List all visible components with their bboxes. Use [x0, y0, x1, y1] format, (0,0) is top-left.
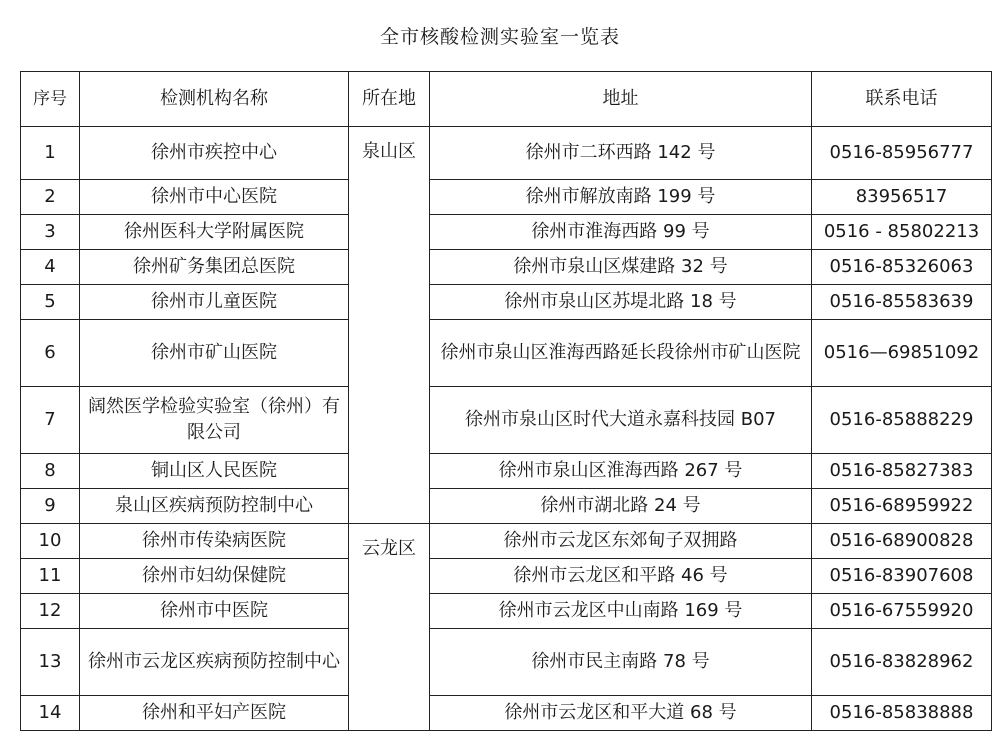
table-row — [21, 320, 992, 387]
cell-name: 阔然医学检验实验室（徐州）有限公司 — [80, 387, 349, 454]
cell-name: 徐州市矿山医院 — [80, 320, 349, 387]
table-row — [21, 559, 992, 594]
cell-phone: 0516-85827383 — [812, 454, 992, 489]
document-title: 全市核酸检测实验室一览表 — [379, 26, 620, 48]
cell-name: 徐州市妇幼保健院 — [80, 559, 349, 594]
cell-address: 徐州市民主南路 78 号 — [430, 629, 812, 696]
cell-district-quanshan: 泉山区 — [349, 127, 430, 524]
cell-name: 徐州市中心医院 — [80, 180, 349, 215]
cell-name: 徐州市传染病医院 — [80, 524, 349, 559]
cell-phone: 83956517 — [812, 180, 992, 215]
cell-no: 12 — [21, 594, 80, 629]
cell-address: 徐州市泉山区煤建路 32 号 — [430, 250, 812, 285]
cell-phone: 0516-83828962 — [812, 629, 992, 696]
header-name: 检测机构名称 — [80, 72, 349, 127]
cell-address: 徐州市云龙区东郊甸子双拥路 — [430, 524, 812, 559]
header-address: 地址 — [430, 72, 812, 127]
lab-table — [20, 71, 992, 731]
cell-phone: 0516-85888229 — [812, 387, 992, 454]
table-row — [21, 454, 992, 489]
cell-phone: 0516-85838888 — [812, 696, 992, 731]
cell-no: 6 — [21, 320, 80, 387]
cell-name: 徐州和平妇产医院 — [80, 696, 349, 731]
cell-address: 徐州市淮海西路 99 号 — [430, 215, 812, 250]
cell-phone: 0516-85956777 — [812, 127, 992, 180]
table-row — [21, 696, 992, 731]
cell-address: 徐州市泉山区淮海西路 267 号 — [430, 454, 812, 489]
cell-name: 泉山区疾病预防控制中心 — [80, 489, 349, 524]
cell-phone: 0516-68900828 — [812, 524, 992, 559]
cell-no: 14 — [21, 696, 80, 731]
header-phone: 联系电话 — [812, 72, 992, 127]
cell-address: 徐州市云龙区中山南路 169 号 — [430, 594, 812, 629]
cell-phone: 0516-83907608 — [812, 559, 992, 594]
cell-phone: 0516-67559920 — [812, 594, 992, 629]
header-district: 所在地 — [349, 72, 430, 127]
table-row — [21, 387, 992, 454]
table-row — [21, 629, 992, 696]
cell-no: 3 — [21, 215, 80, 250]
cell-phone: 0516-85583639 — [812, 285, 992, 320]
cell-no: 2 — [21, 180, 80, 215]
table-row — [21, 524, 992, 559]
cell-name: 徐州医科大学附属医院 — [80, 215, 349, 250]
cell-name: 徐州市疾控中心 — [80, 127, 349, 180]
cell-no: 11 — [21, 559, 80, 594]
cell-phone: 0516-68959922 — [812, 489, 992, 524]
cell-no: 13 — [21, 629, 80, 696]
cell-no: 8 — [21, 454, 80, 489]
cell-no: 9 — [21, 489, 80, 524]
header-row — [21, 72, 992, 127]
cell-name: 徐州市中医院 — [80, 594, 349, 629]
table-row — [21, 215, 992, 250]
header-no: 序号 — [21, 72, 80, 127]
cell-phone: 0516—69851092 — [812, 320, 992, 387]
cell-no: 4 — [21, 250, 80, 285]
cell-name: 铜山区人民医院 — [80, 454, 349, 489]
cell-phone: 0516 - 85802213 — [812, 215, 992, 250]
cell-name: 徐州矿务集团总医院 — [80, 250, 349, 285]
cell-address: 徐州市解放南路 199 号 — [430, 180, 812, 215]
cell-no: 10 — [21, 524, 80, 559]
cell-no: 7 — [21, 387, 80, 454]
table-row — [21, 594, 992, 629]
cell-no: 5 — [21, 285, 80, 320]
cell-address: 徐州市湖北路 24 号 — [430, 489, 812, 524]
cell-address: 徐州市云龙区和平大道 68 号 — [430, 696, 812, 731]
cell-address: 徐州市泉山区苏堤北路 18 号 — [430, 285, 812, 320]
cell-address: 徐州市泉山区时代大道永嘉科技园 B07 — [430, 387, 812, 454]
table-row — [21, 250, 992, 285]
cell-address: 徐州市二环西路 142 号 — [430, 127, 812, 180]
table-row — [21, 489, 992, 524]
table-row — [21, 180, 992, 215]
cell-no: 1 — [21, 127, 80, 180]
cell-district-yunlong: 云龙区 — [349, 524, 430, 731]
cell-address: 徐州市泉山区淮海西路延长段徐州市矿山医院 — [430, 320, 812, 387]
table-row — [21, 285, 992, 320]
table-row — [21, 127, 992, 180]
cell-address: 徐州市云龙区和平路 46 号 — [430, 559, 812, 594]
cell-name: 徐州市云龙区疾病预防控制中心 — [80, 629, 349, 696]
cell-name: 徐州市儿童医院 — [80, 285, 349, 320]
cell-phone: 0516-85326063 — [812, 250, 992, 285]
